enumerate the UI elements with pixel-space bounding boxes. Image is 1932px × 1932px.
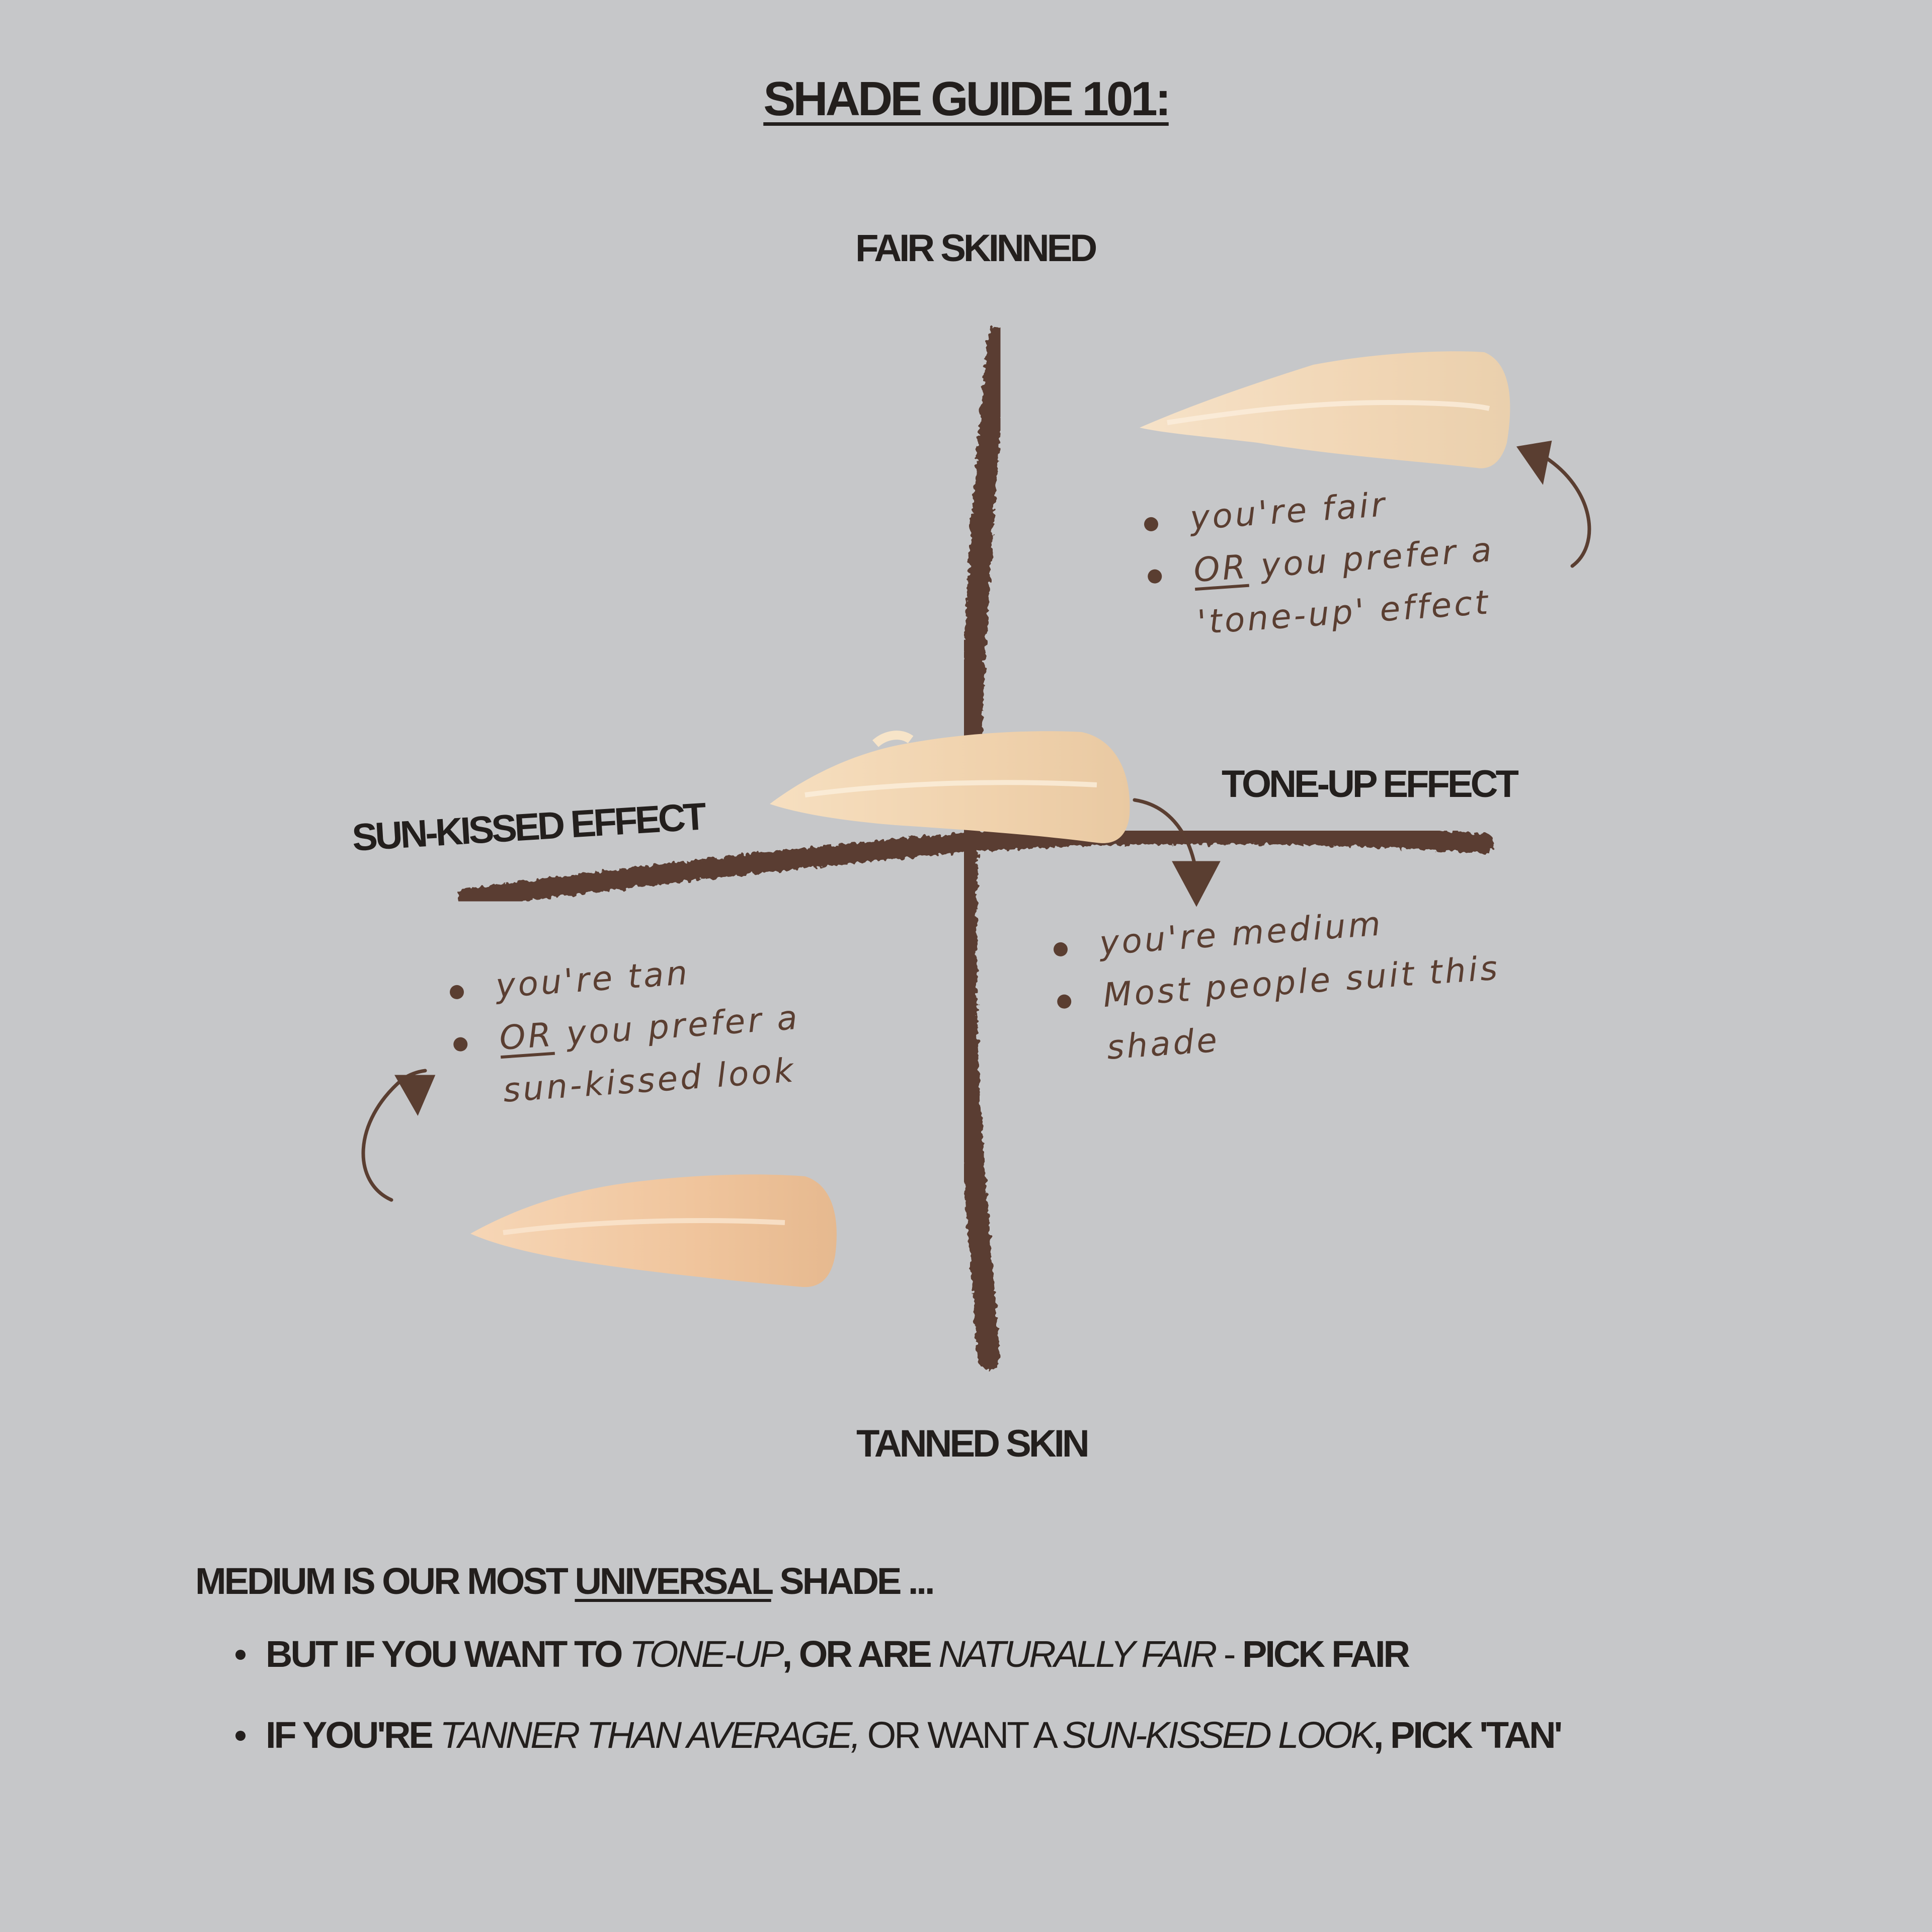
fair-note	[1142, 471, 1499, 652]
fair-note-line-1: you're fair	[1142, 471, 1492, 548]
tan-note-line-1: you're tan	[448, 939, 798, 1016]
arrow-to-medium-icon	[1135, 800, 1218, 903]
medium-note	[1052, 890, 1505, 1077]
axis-label-top: FAIR SKINNED	[855, 227, 1095, 270]
medium-swatch	[770, 731, 1130, 843]
fair-note-line-2: OR you prefer a	[1146, 524, 1496, 600]
summary-headline: MEDIUM IS OUR MOST UNIVERSAL SHADE ...	[195, 1560, 933, 1602]
fair-swatch	[1140, 351, 1510, 468]
tan-swatch	[470, 1174, 837, 1287]
tan-note-line-3: sun-kissed look	[502, 1051, 797, 1110]
medium-note-line-3: shade	[1105, 1020, 1221, 1067]
axis-label-right: TONE-UP EFFECT	[1222, 763, 1516, 806]
fair-note-line-3: 'tone-up' effect	[1196, 583, 1492, 642]
tan-note	[448, 939, 805, 1120]
summary-bullet-tan: IF YOU'RE TANNER THAN AVERAGE, OR WANT A SUN-KISSED LOOK, PICK 'TAN'	[195, 1714, 1805, 1756]
summary-section	[195, 1560, 1805, 1795]
axis-label-left: SUN-KISSED EFFECT	[351, 795, 705, 859]
summary-bullet-fair: BUT IF YOU WANT TO TONE-UP, OR ARE NATURALLY FAIR - PICK FAIR	[195, 1633, 1805, 1675]
medium-note-line-2: Most people suit this	[1055, 942, 1501, 1025]
arrow-to-tan-icon	[363, 1071, 433, 1200]
tan-note-line-2: OR you prefer a	[451, 992, 801, 1068]
medium-note-line-1: you're medium	[1052, 890, 1498, 973]
axis-label-bottom: TANNED SKIN	[856, 1422, 1087, 1465]
page-title: SHADE GUIDE 101:	[763, 72, 1169, 126]
arrow-to-fair-icon	[1519, 443, 1589, 566]
